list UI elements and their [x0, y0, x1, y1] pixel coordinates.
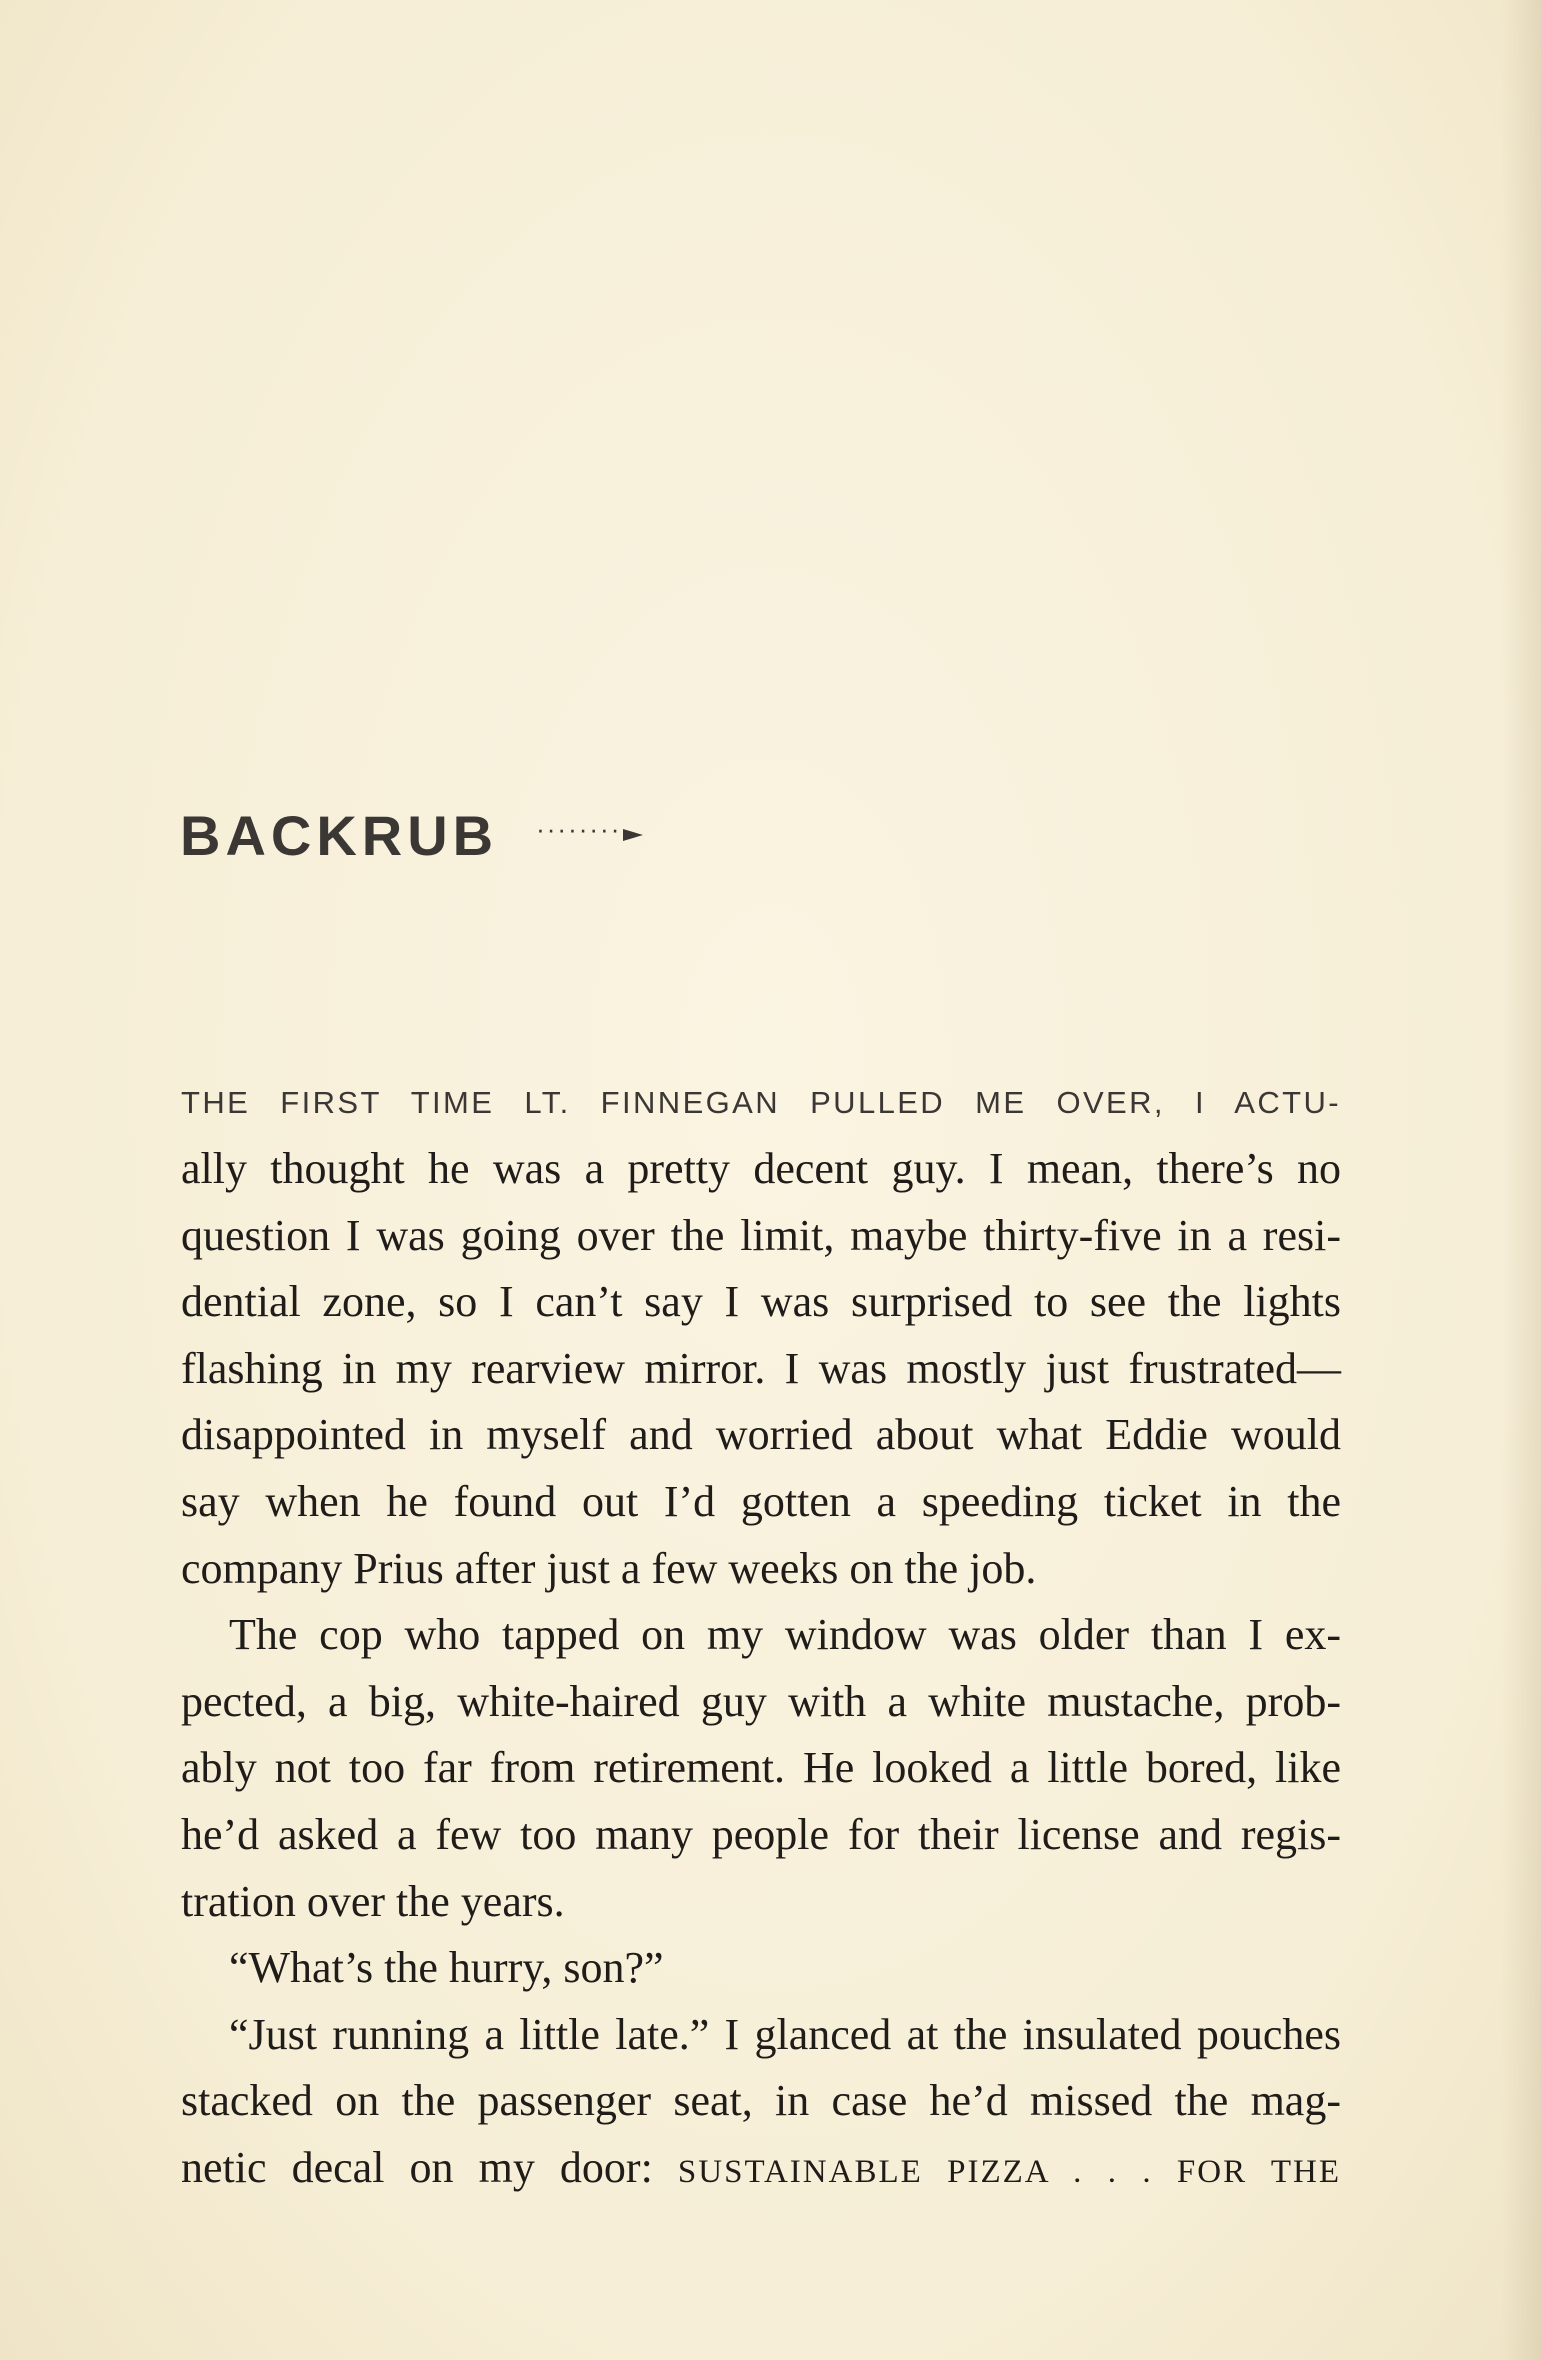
- dotted-arrow-icon: [536, 813, 643, 851]
- final-line-prefix: netic decal on my door:: [181, 2142, 678, 2192]
- lead-in-line: THE FIRST TIME LT. FINNEGAN PULLED ME OVER, I ACTU-: [181, 1085, 1341, 1120]
- chapter-title: BACKRUB: [180, 803, 499, 867]
- text-line: ably not too far from retirement. He looked a little bored, like: [181, 1743, 1341, 1793]
- text-line: he’d asked a few too many people for their license and regis-: [181, 1809, 1341, 1859]
- text-line: “What’s the hurry, son?”: [229, 1943, 664, 1993]
- arrowhead-icon: [623, 829, 643, 841]
- text-line: question I was going over the limit, maybe thirty-five in a resi-: [181, 1210, 1341, 1260]
- body-text: [181, 1070, 1341, 2202]
- decal-text: SUSTAINABLE PIZZA . . . FOR THE: [677, 2153, 1342, 2190]
- arrow-dots: ········: [536, 813, 622, 844]
- text-line: The cop who tapped on my window was older than I ex-: [229, 1610, 1341, 1660]
- text-line: ally thought he was a pretty decent guy. I mean, there’s no: [181, 1144, 1341, 1193]
- text-line: pected, a big, white-haired guy with a white mustache, prob-: [181, 1676, 1341, 1726]
- page-edge-shadow: [1501, 0, 1541, 2360]
- text-line: disappointed in myself and worried about what Eddie would: [181, 1410, 1341, 1460]
- text-line-final: [181, 2135, 1341, 2202]
- text-line: tration over the years.: [181, 1876, 565, 1926]
- text-line: stacked on the passenger seat, in case he’d missed the mag-: [181, 2076, 1341, 2126]
- text-line: “Just running a little late.” I glanced at the insulated pouches: [229, 2009, 1341, 2059]
- text-line: say when he found out I’d gotten a speeding ticket in the: [181, 1476, 1341, 1526]
- text-line: dential zone, so I can’t say I was surprised to see the lights: [181, 1277, 1341, 1327]
- text-line: flashing in my rearview mirror. I was mostly just frustrated—: [181, 1343, 1341, 1393]
- chapter-header: [180, 795, 643, 875]
- text-line: company Prius after just a few weeks on the job.: [181, 1543, 1037, 1593]
